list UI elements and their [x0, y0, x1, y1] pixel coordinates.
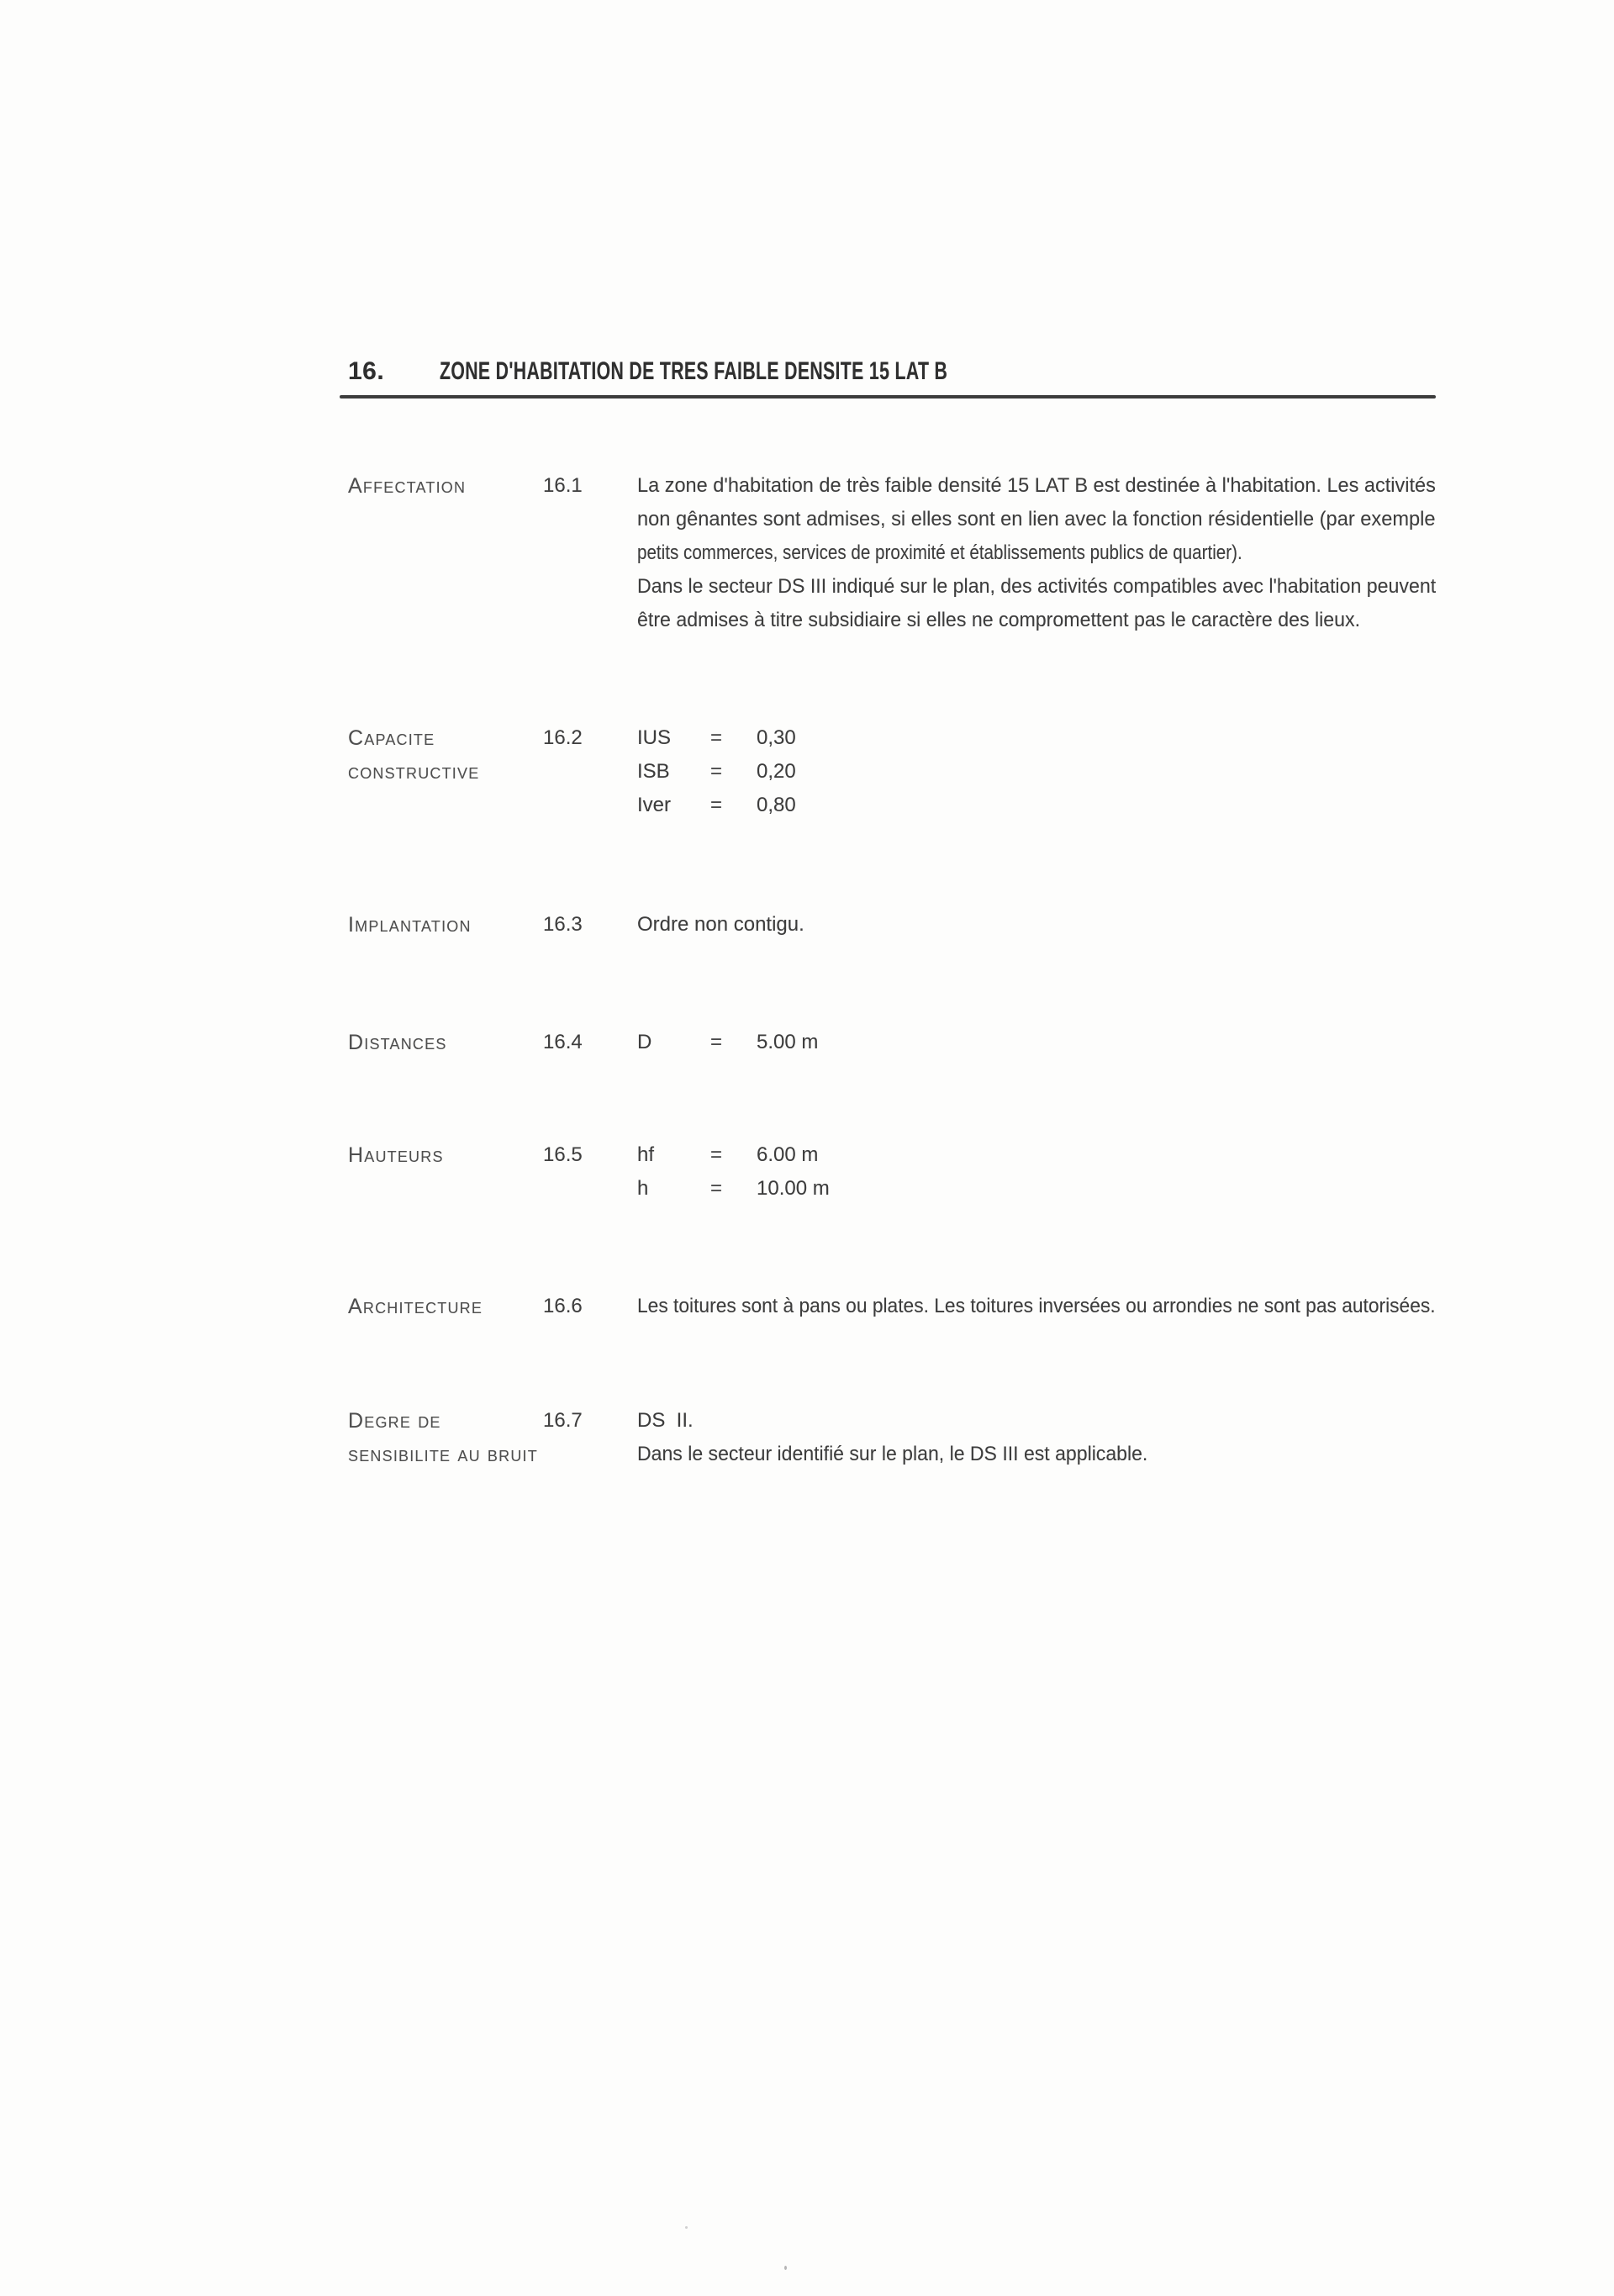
chapter-number: 16. — [348, 357, 385, 385]
equals-sign: = — [710, 1143, 723, 1166]
table-value: 10.00 m — [757, 1177, 830, 1200]
scan-speck — [685, 2226, 688, 2229]
paragraph-line: Les toitures sont à pans ou plates. Les toitures inversées ou arrondies ne sont pas autorisées. — [637, 1295, 1436, 1317]
section-number: 16.1 — [543, 474, 583, 497]
section-number: 16.6 — [543, 1295, 583, 1317]
paragraph-line: Ordre non contigu. — [637, 913, 804, 936]
section-label-line2: constructive — [348, 760, 480, 784]
section-label: Distances — [348, 1031, 447, 1054]
table-row — [637, 721, 990, 755]
section-label: Capacite — [348, 726, 435, 750]
section-number: 16.3 — [543, 913, 583, 936]
table-row — [637, 755, 990, 789]
equals-sign: = — [710, 1177, 723, 1200]
section-label: Implantation — [348, 913, 472, 937]
paragraph-line: Dans le secteur identifié sur le plan, le DS III est applicable. — [637, 1443, 1148, 1465]
section-number: 16.7 — [543, 1409, 583, 1432]
section-label: Affectation — [348, 474, 467, 498]
table-value: 5.00 m — [757, 1031, 819, 1053]
table-value: 0,20 — [757, 760, 796, 783]
paragraph-line: DS II. — [637, 1409, 694, 1432]
section-label: Hauteurs — [348, 1143, 444, 1167]
equals-sign: = — [710, 726, 723, 749]
table-key: h — [637, 1177, 649, 1200]
table-row — [637, 1172, 990, 1206]
table-value: 0,30 — [757, 726, 796, 749]
section-number: 16.2 — [543, 726, 583, 749]
paragraph-line: être admises à titre subsidiaire si elles ne compromettent pas le caractère des lieux. — [637, 609, 1361, 631]
header-rule — [340, 395, 1436, 399]
table-row — [637, 789, 990, 822]
section-number: 16.5 — [543, 1143, 583, 1166]
table-row — [637, 1138, 990, 1172]
paragraph-line: La zone d'habitation de très faible densité 15 LAT B est destinée à l'habitation. Les activités — [637, 474, 1436, 497]
section-label: Architecture — [348, 1295, 483, 1318]
paragraph-line: petits commerces, services de proximité et établissements publics de quartier). — [637, 541, 1242, 564]
chapter-title: ZONE D'HABITATION DE TRES FAIBLE DENSITE 15 LAT B — [440, 357, 948, 385]
table-key: ISB — [637, 760, 670, 783]
table-key: IUS — [637, 726, 672, 749]
table-key: D — [637, 1031, 652, 1053]
table-value: 6.00 m — [757, 1143, 819, 1166]
table-key: Iver — [637, 794, 672, 816]
paragraph-line: Dans le secteur DS III indiqué sur le plan, des activités compatibles avec l'habitation peuvent — [637, 575, 1437, 598]
section-label: Degre de — [348, 1409, 441, 1433]
section-number: 16.4 — [543, 1031, 583, 1053]
equals-sign: = — [710, 1031, 723, 1053]
section-label-line2: sensibilite au bruit — [348, 1443, 538, 1466]
paragraph-line: non gênantes sont admises, si elles sont en lien avec la fonction résidentielle (par exemple — [637, 508, 1436, 530]
table-row — [637, 1026, 990, 1059]
equals-sign: = — [710, 794, 723, 816]
equals-sign: = — [710, 760, 723, 783]
table-value: 0,80 — [757, 794, 796, 816]
table-key: hf — [637, 1143, 655, 1166]
scan-speck — [784, 2266, 787, 2270]
